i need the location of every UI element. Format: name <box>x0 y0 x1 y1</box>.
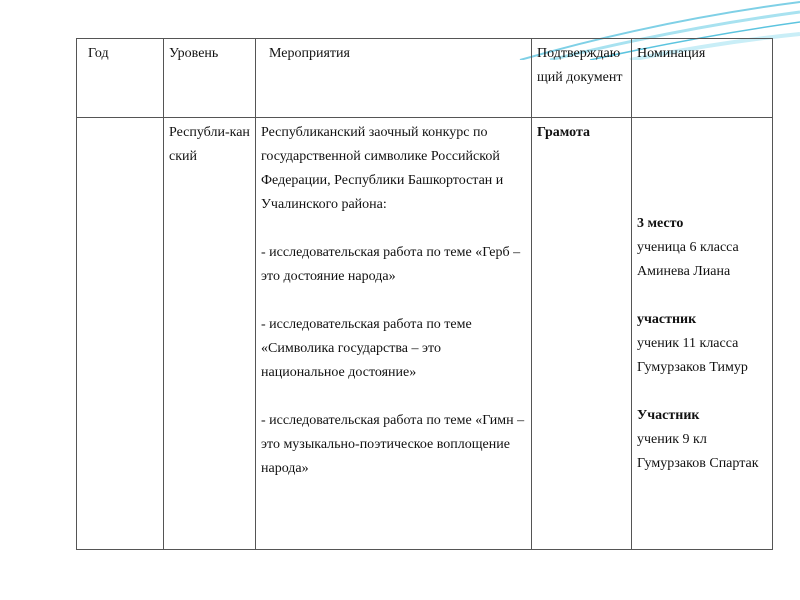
nomination-entry <box>637 212 767 284</box>
nomination-place: участник <box>637 312 697 327</box>
event-description: Республиканский заочный конкурс по государственной символике Российской Федерации, Республики Башкортостан и Учалинского района: <box>261 125 504 212</box>
nomination-place: 3 место <box>637 216 684 231</box>
events-cell <box>256 118 532 550</box>
event-item: - исследовательская работа по теме «Символика государства – это национальное достояние» <box>261 317 472 380</box>
nomination-place: Участник <box>637 408 700 423</box>
nomination-entry <box>637 404 767 476</box>
awards-table <box>76 38 773 550</box>
document-cell: Грамота <box>532 118 632 550</box>
year-cell <box>77 118 164 550</box>
table-row <box>77 118 773 550</box>
nomination-name: Аминева Лиана <box>637 264 731 279</box>
header-row <box>77 39 773 118</box>
header-document: Подтверждающий документ <box>532 39 632 118</box>
nomination-grade: ученик 11 класса <box>637 336 739 351</box>
nomination-name: Гумурзаков Спартак <box>637 456 759 471</box>
nomination-cell <box>632 118 773 550</box>
level-cell: Республи-канский <box>164 118 256 550</box>
nomination-grade: ученица 6 класса <box>637 240 739 255</box>
header-year: Год <box>77 39 164 118</box>
header-events: Мероприятия <box>256 39 532 118</box>
event-item: - исследовательская работа по теме «Гимн – это музыкально-поэтическое воплощение народа» <box>261 413 525 476</box>
nomination-grade: ученик 9 кл <box>637 432 707 447</box>
header-level: Уровень <box>164 39 256 118</box>
event-item: - исследовательская работа по теме «Герб – это достояние народа» <box>261 245 521 284</box>
nomination-entry <box>637 308 767 380</box>
header-nomination: Номинация <box>632 39 773 118</box>
nomination-name: Гумурзаков Тимур <box>637 360 748 375</box>
